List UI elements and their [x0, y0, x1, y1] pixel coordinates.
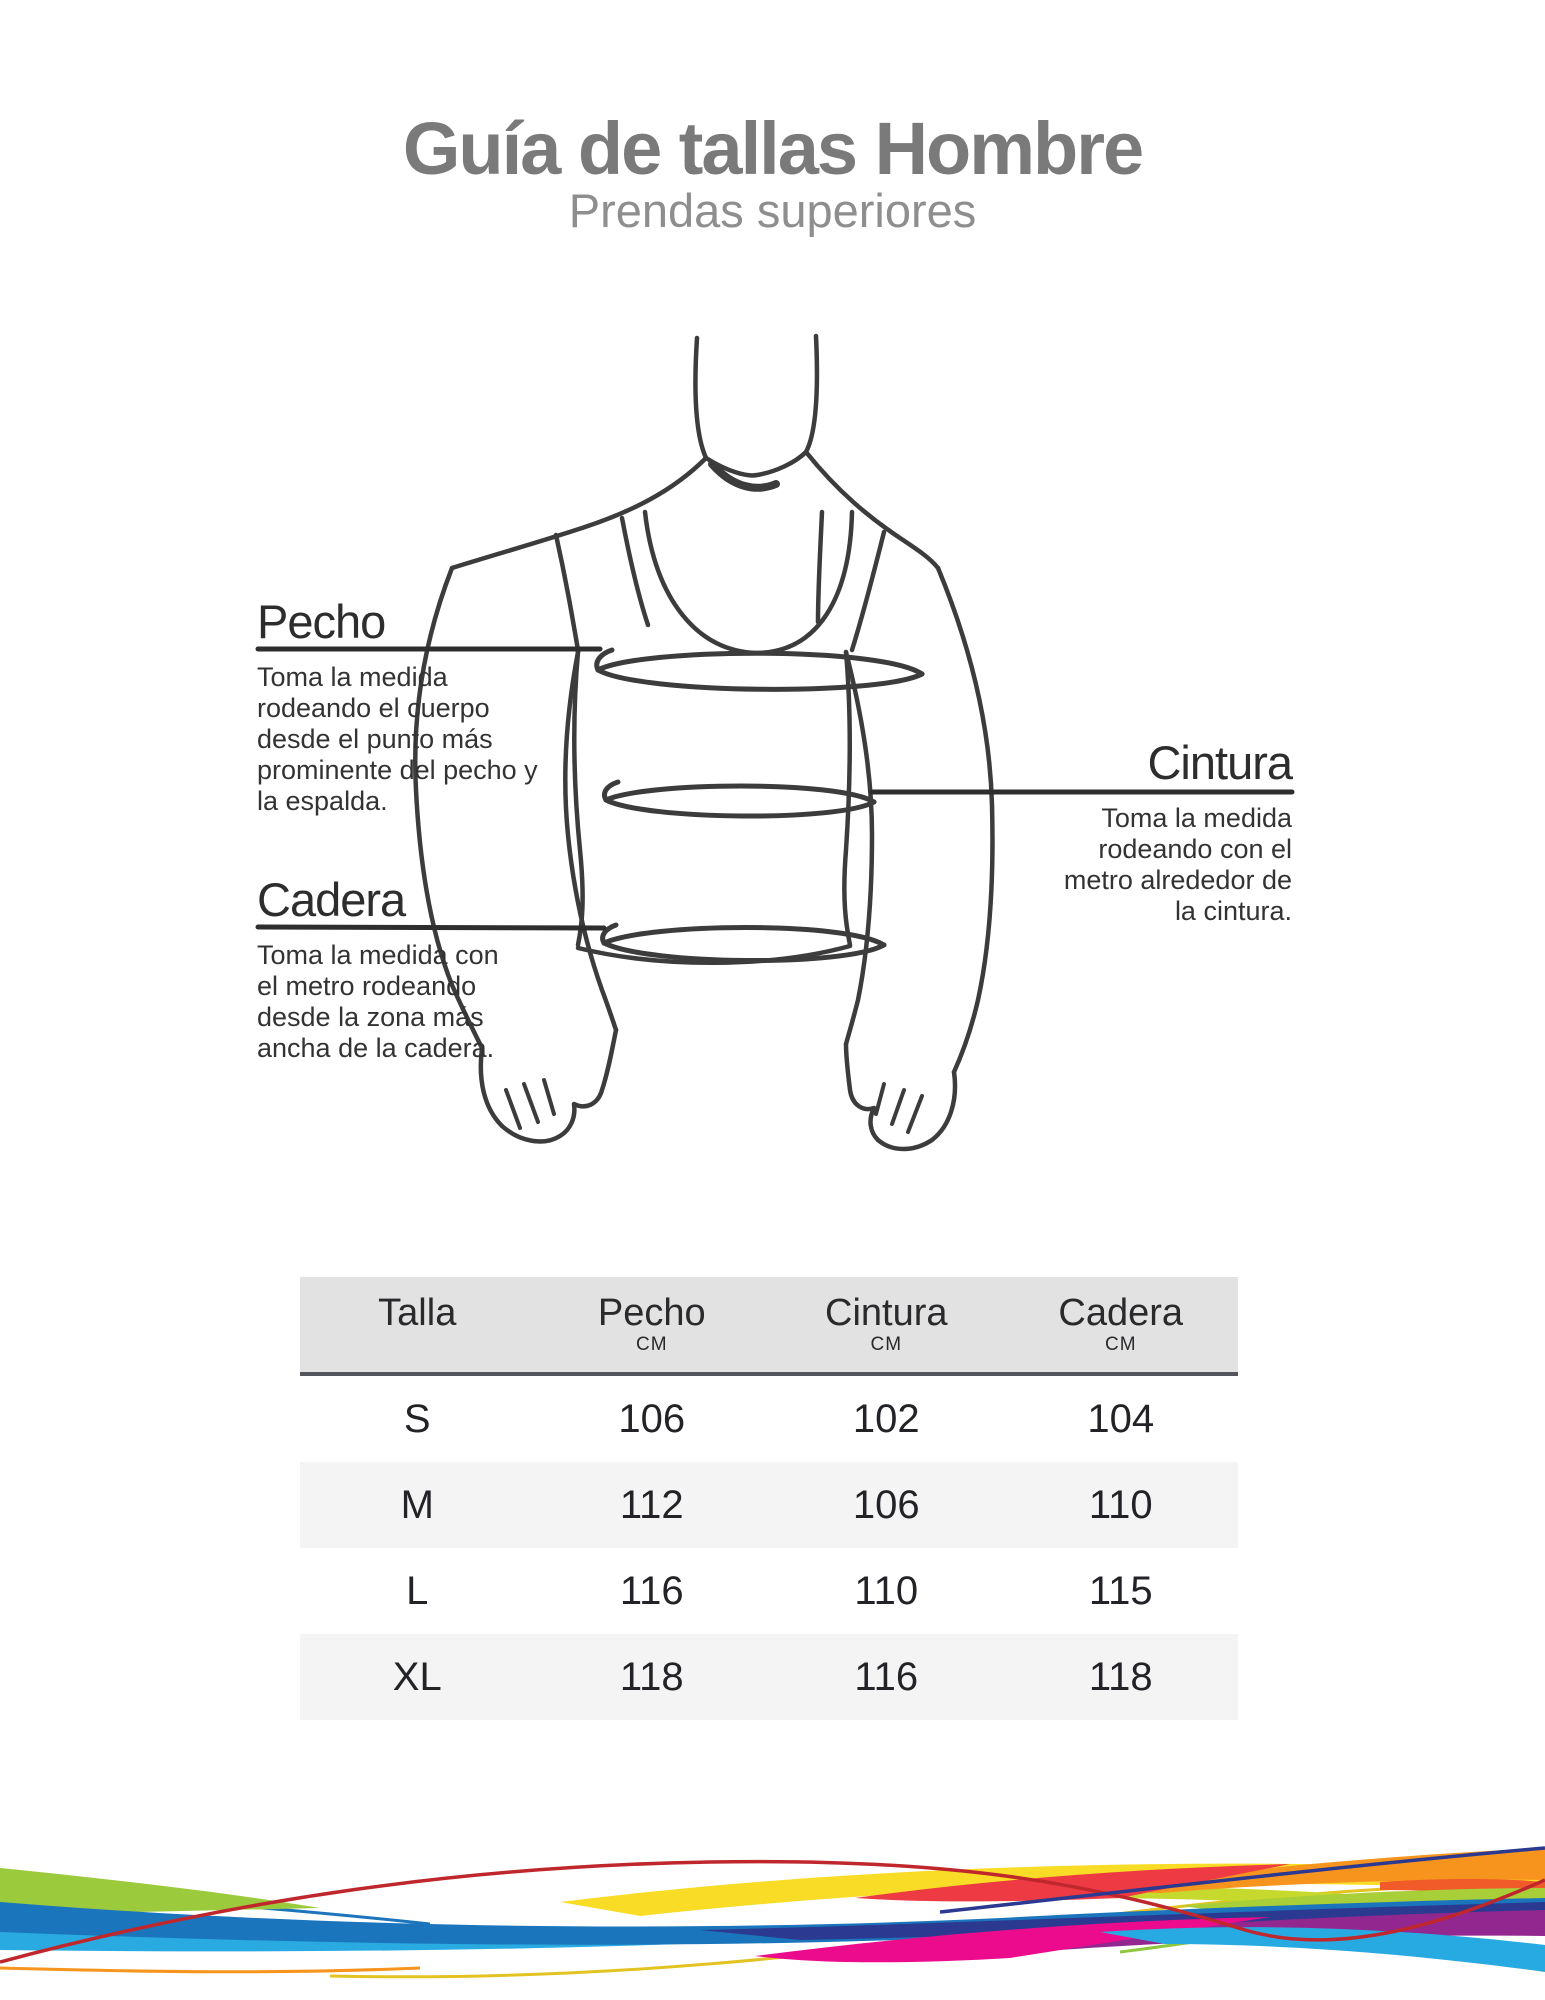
chest-ellipse [598, 653, 922, 674]
hip-ellipse [604, 928, 884, 946]
cell-talla: M [400, 1482, 434, 1527]
cadera-pointer-line [258, 927, 604, 928]
decorative-ribbon-graphic [0, 1790, 1545, 2000]
cintura-label: Cintura [1147, 736, 1292, 789]
cadera-label: Cadera [257, 873, 406, 926]
cell-cadera: 104 [1087, 1396, 1155, 1441]
column-unit: CM [870, 1334, 903, 1355]
size-table-header-talla [300, 1277, 535, 1372]
size-table-header-cintura [769, 1277, 1004, 1372]
cell-talla: S [403, 1396, 431, 1441]
column-label: Pecho [597, 1292, 706, 1334]
pecho-description: Toma la medida rodeando el cuerpo desde el punto más prominente del pecho y la espalda. [257, 662, 538, 816]
column-label: Talla [378, 1292, 457, 1334]
column-unit: CM [1104, 1334, 1137, 1355]
cell-talla: L [406, 1568, 429, 1613]
page-subtitle: Prendas superiores [568, 184, 977, 237]
cell-cintura: 110 [854, 1568, 919, 1613]
size-table-header [300, 1277, 1238, 1376]
cadera-description: Toma la medida con el metro rodeando desde la zona más ancha de la cadera. [257, 940, 499, 1063]
cell-cintura: 102 [852, 1396, 920, 1441]
ribbon-thin-orange-line [0, 1968, 420, 1972]
cell-cadera: 110 [1088, 1482, 1153, 1527]
table-row-xl [300, 1634, 1238, 1720]
cell-cintura: 106 [852, 1482, 920, 1527]
size-table [300, 1277, 1238, 1720]
size-table-header-cadera [1004, 1277, 1239, 1372]
size-table-header-pecho [535, 1277, 770, 1372]
cell-pecho: 106 [618, 1396, 686, 1441]
table-row-l [300, 1548, 1238, 1634]
cell-pecho: 118 [619, 1654, 684, 1699]
column-label: Cadera [1058, 1292, 1184, 1334]
cell-cintura: 116 [854, 1654, 919, 1699]
column-unit: CM [635, 1334, 668, 1355]
cell-pecho: 116 [619, 1568, 684, 1613]
cell-cadera: 118 [1088, 1654, 1153, 1699]
cell-cadera: 115 [1088, 1568, 1153, 1613]
table-row-s [300, 1376, 1238, 1462]
cell-pecho: 112 [619, 1482, 684, 1527]
cintura-description: Toma la medida rodeando con el metro alrededor de la cintura. [1063, 803, 1292, 926]
table-row-m [300, 1462, 1238, 1548]
waist-ellipse [606, 786, 874, 802]
cell-talla: XL [392, 1654, 442, 1699]
column-label: Cintura [825, 1292, 948, 1334]
pecho-label: Pecho [257, 595, 386, 648]
page-title: Guía de tallas Hombre [402, 107, 1143, 190]
